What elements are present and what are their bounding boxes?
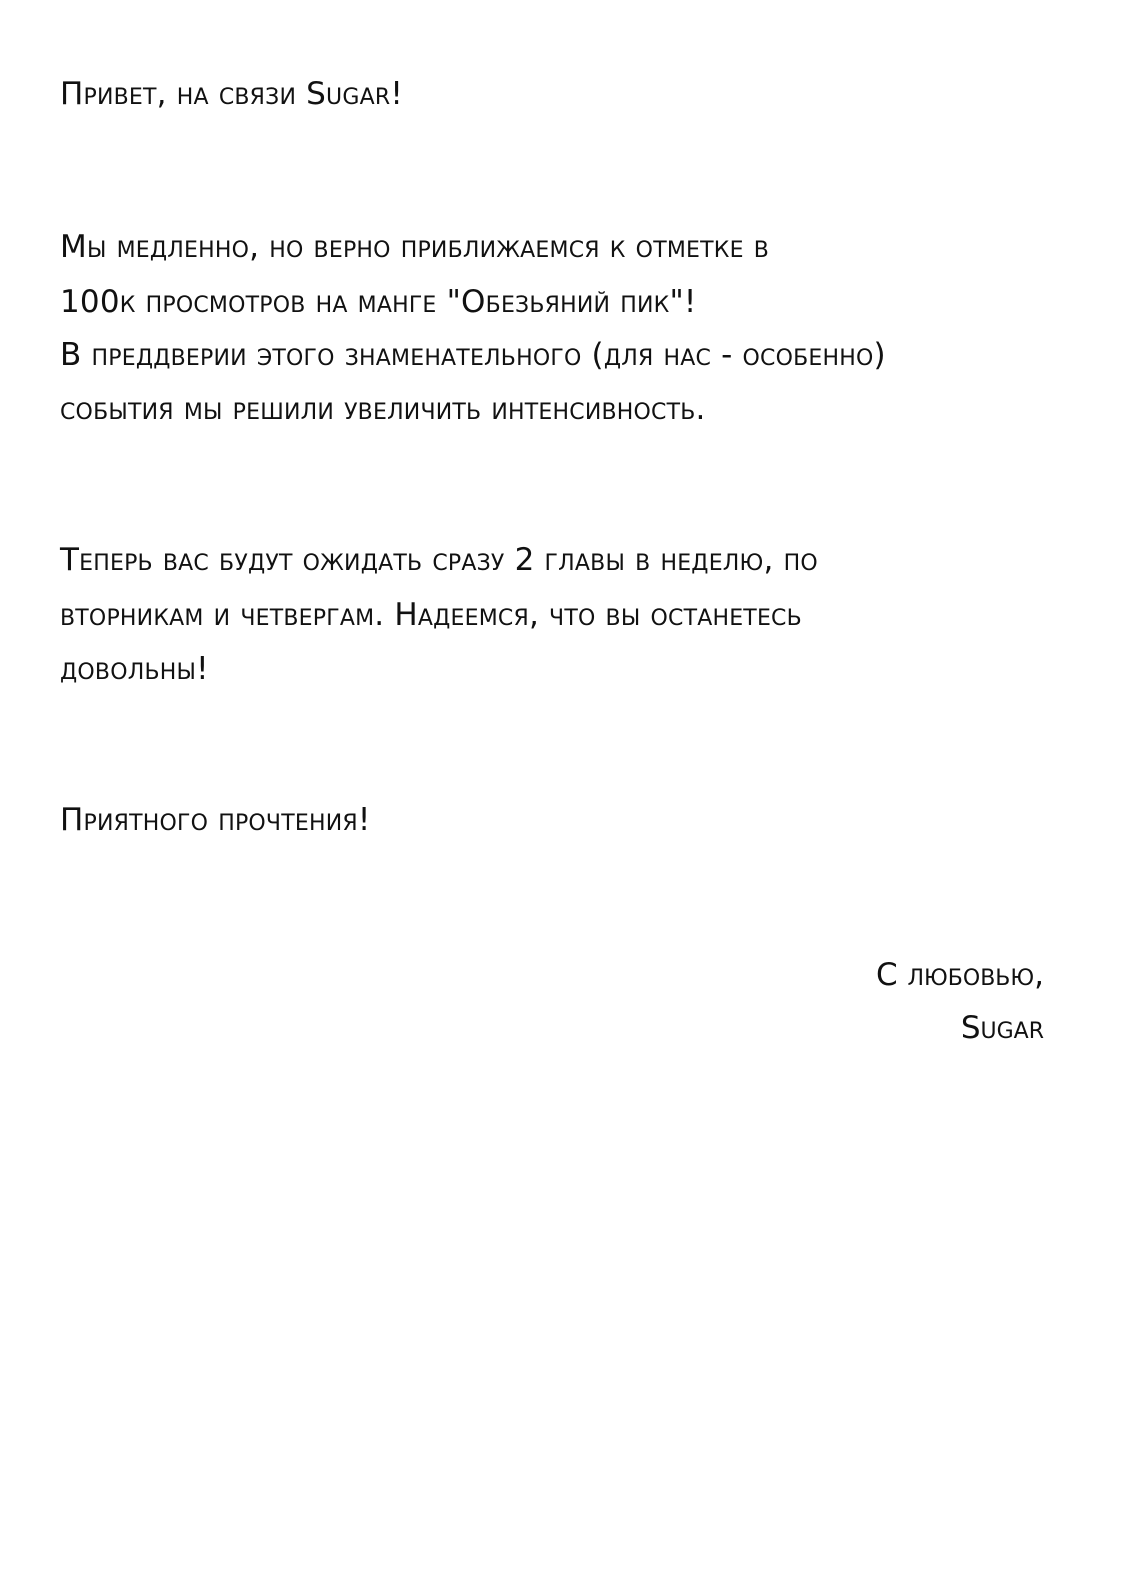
greeting-line: Привет, на связи Sugar! bbox=[60, 76, 403, 112]
signoff-signature: Sugar bbox=[960, 1010, 1044, 1046]
signoff-line-1: С любовью, bbox=[876, 957, 1044, 993]
closing-line: Приятного прочтения! bbox=[60, 802, 371, 838]
paragraph-2-line-3: довольны! bbox=[60, 651, 209, 687]
paragraph-1-line-2: 100к просмотров на манге "Обезьяний пик"! bbox=[60, 284, 697, 320]
paragraph-1-line-1: Мы медленно, но верно приближаемся к отметке в bbox=[60, 229, 770, 265]
paragraph-1-line-4: события мы решили увеличить интенсивность. bbox=[60, 391, 706, 427]
paragraph-1-line-3: В преддверии этого знаменательного (для нас - особенно) bbox=[60, 337, 886, 373]
paragraph-2-line-1: Теперь вас будут ожидать сразу 2 главы в неделю, по bbox=[60, 542, 818, 578]
paragraph-2-line-2: вторникам и четвергам. Надеемся, что вы останетесь bbox=[60, 597, 802, 633]
